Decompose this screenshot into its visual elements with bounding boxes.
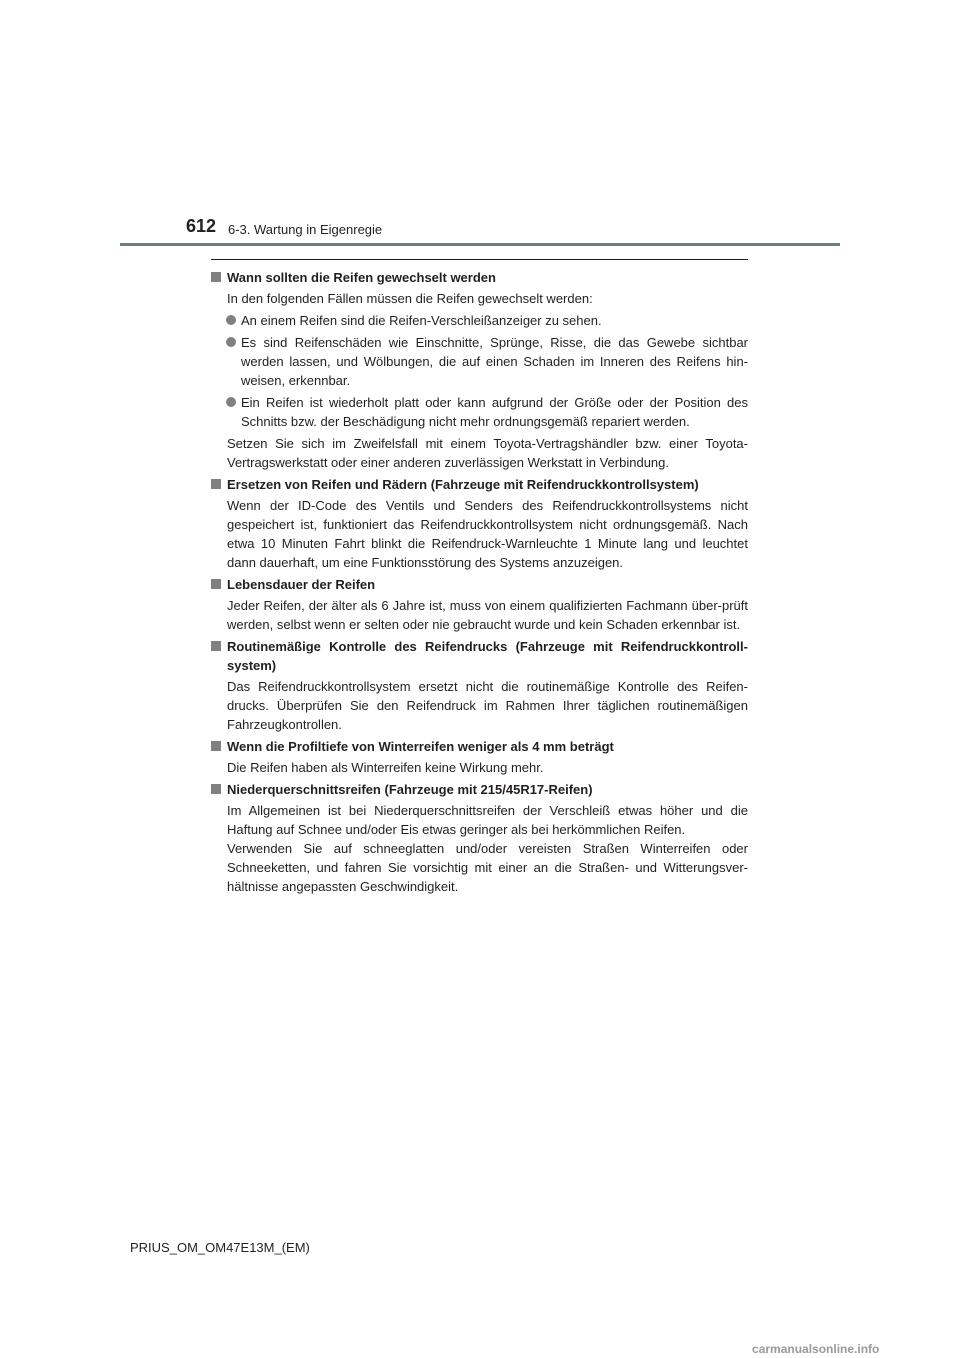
circle-bullet-icon (226, 397, 236, 407)
paragraph: Verwenden Sie auf schneeglatten und/oder vereisten Straßen Winterreifen oder Schneeketten, und fahren Sie vorsichtig mit einer an die Straßen- und Witterungsver-hältnisse angepassten Geschwindigkeit. (227, 841, 748, 894)
section-heading: Niederquerschnittsreifen (Fahrzeuge mit 215/45R17-Reifen) (211, 780, 748, 799)
list-item: Es sind Reifenschäden wie Einschnitte, Sprünge, Risse, die das Gewebe sichtbar werden lassen, und Wölbungen, die auf einen Schaden im Inneren des Reifens hin-weisen, erkennbar. (211, 333, 748, 390)
section-title: 6-3. Wartung in Eigenregie (228, 222, 383, 237)
paragraph: Setzen Sie sich im Zweifelsfall mit einem Toyota-Vertragshändler bzw. einer Toyota-Vertragswerkstatt oder einer anderen zuverlässigen Werkstatt in Verbindung. (227, 436, 748, 470)
paragraph: Jeder Reifen, der älter als 6 Jahre ist, muss von einem qualifizierten Fachmann über-prüft werden, selbst wenn er selten oder nie gebraucht wurde und kein Schaden erkennbar ist. (227, 598, 748, 632)
square-bullet-icon (211, 784, 221, 794)
page-header (0, 0, 960, 250)
document-code: PRIUS_OM_OM47E13M_(EM) (130, 1240, 310, 1255)
section-heading: Lebensdauer der Reifen (211, 575, 748, 594)
page-number: 612 (186, 216, 217, 236)
section-heading: Ersetzen von Reifen und Rädern (Fahrzeuge mit Reifendruckkontrollsystem) (211, 475, 748, 494)
square-bullet-icon (211, 272, 221, 282)
header-divider (120, 243, 840, 246)
list-item: An einem Reifen sind die Reifen-Verschleißanzeiger zu sehen. (211, 311, 748, 330)
circle-bullet-icon (226, 315, 236, 325)
square-bullet-icon (211, 579, 221, 589)
square-bullet-icon (211, 479, 221, 489)
circle-bullet-icon (226, 337, 236, 347)
square-bullet-icon (211, 741, 221, 751)
list-item: Ein Reifen ist wiederholt platt oder kann aufgrund der Größe oder der Position des Schnitts bzw. der Beschädigung nicht mehr ordnungsgemäß repariert werden. (211, 393, 748, 431)
paragraph: Im Allgemeinen ist bei Niederquerschnittsreifen der Verschleiß etwas höher und die Haftung auf Schnee und/oder Eis etwas geringer als bei herkömmlichen Reifen. (227, 803, 748, 837)
paragraph: Wenn der ID-Code des Ventils und Senders des Reifendruckkontrollsystems nicht gespeichert ist, funktioniert das Reifendruckkontrollsystem nicht ordnungsgemäß. Nach etwa 10 Minuten Fahrt blinkt die Reifendruck-Warnleuchte 1 Minute lang und leuchtet dann dauerhaft, um eine Funktionsstörung des Systems anzuzeigen. (227, 498, 748, 570)
content-body (211, 268, 748, 896)
watermark: carmanualsonline.info (752, 1342, 880, 1356)
content-divider (211, 259, 748, 260)
paragraph: Die Reifen haben als Winterreifen keine Wirkung mehr. (227, 760, 544, 775)
square-bullet-icon (211, 641, 221, 651)
paragraph: Das Reifendruckkontrollsystem ersetzt nicht die routinemäßige Kontrolle des Reifen-drucks. Überprüfen Sie den Reifendruck im Rahmen Ihrer täglichen routinemäßigen Fahrzeugkontrollen. (227, 679, 748, 732)
section-heading: Routinemäßige Kontrolle des Reifendrucks (Fahrzeuge mit Reifendruckkontroll-system) (211, 637, 748, 675)
paragraph: In den folgenden Fällen müssen die Reifen gewechselt werden: (227, 291, 593, 306)
section-heading: Wann sollten die Reifen gewechselt werden (211, 268, 748, 287)
section-heading: Wenn die Profiltiefe von Winterreifen weniger als 4 mm beträgt (211, 737, 748, 756)
